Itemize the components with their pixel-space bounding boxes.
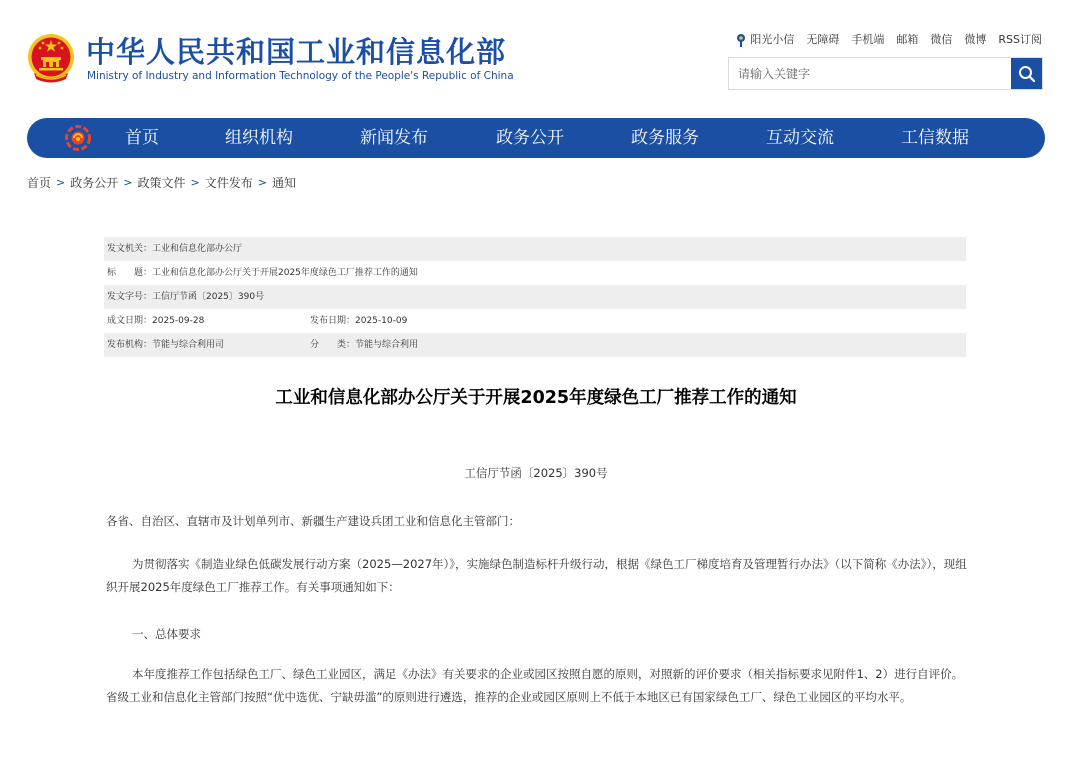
breadcrumb-separator: > xyxy=(190,176,200,189)
top-link-mobile[interactable]: 手机端 xyxy=(851,33,885,47)
article-addressee: 各省、自治区、直辖市及计划单列市、新疆生产建设兵团工业和信息化主管部门： xyxy=(106,514,520,528)
top-link-rss[interactable]: RSS订阅 xyxy=(998,33,1042,47)
site-header xyxy=(0,0,1080,115)
search-icon xyxy=(1018,65,1036,83)
top-links xyxy=(735,31,1042,48)
nav-item-organization[interactable]: 组织机构 xyxy=(225,128,293,148)
top-link-sunshine[interactable] xyxy=(735,31,794,48)
nav-item-news[interactable]: 新闻发布 xyxy=(360,128,428,148)
breadcrumb-doc-release[interactable]: 文件发布 xyxy=(204,176,253,190)
meta-published-date: 发布日期：2025-10-09 xyxy=(310,316,408,326)
nav-item-home[interactable]: 首页 xyxy=(125,128,159,148)
breadcrumb-notice[interactable]: 通知 xyxy=(271,176,296,190)
article-doc-number: 工信厅节函〔2025〕390号 xyxy=(464,466,608,480)
top-link-accessibility[interactable]: 无障碍 xyxy=(806,33,840,47)
nav-item-gov-affairs[interactable]: 政务公开 xyxy=(496,128,564,148)
article-title: 工业和信息化部办公厅关于开展2025年度绿色工厂推荐工作的通知 xyxy=(275,388,797,408)
top-link-label: 阳光小信 xyxy=(750,33,795,46)
breadcrumb-separator: > xyxy=(257,176,267,189)
breadcrumb-policy-docs[interactable]: 政策文件 xyxy=(137,176,186,190)
nav-item-data[interactable]: 工信数据 xyxy=(901,128,969,148)
meta-issuer: 发文机关：工业和信息化部办公厅 xyxy=(107,244,243,254)
meta-category: 分 类：节能与综合利用 xyxy=(310,340,419,350)
section-heading: 一、总体要求 xyxy=(132,627,201,641)
meta-row-doc-number xyxy=(104,285,966,309)
search-box xyxy=(728,57,1043,90)
search-button[interactable] xyxy=(1011,58,1042,89)
nav-item-interaction[interactable]: 互动交流 xyxy=(766,128,834,148)
breadcrumb xyxy=(27,174,296,191)
section-body-paragraph: 本年度推荐工作包括绿色工厂、绿色工业园区，满足《办法》有关要求的企业或园区按照自愿的原则，对照新的评价要求（相关指标要求见附件1、2）进行自评价。省级工业和信息化主管部门按照“优中选优、宁缺毋滥”的原则进行遴选，推荐的企业或园区原则上不低于本地区已有国家绿色工厂、绿色工业园区的平均水平。 xyxy=(106,667,964,704)
breadcrumb-home[interactable]: 首页 xyxy=(27,176,52,190)
site-title[interactable]: 中华人民共和国工业和信息化部 xyxy=(86,35,507,69)
top-link-wechat[interactable]: 微信 xyxy=(930,33,953,47)
meta-row-title xyxy=(104,261,966,285)
ministry-logo-icon xyxy=(65,125,91,151)
meta-publishing-org: 发布机构：节能与综合利用司 xyxy=(107,340,225,350)
article-intro-paragraph: 为贯彻落实《制造业绿色低碳发展行动方案（2025—2027年）》，实施绿色制造标杆升级行动，根据《绿色工厂梯度培育及管理暂行办法》（以下简称《办法》），现组织开展2025年度绿色工厂推荐工作。有关事项通知如下： xyxy=(106,557,967,594)
search-input[interactable] xyxy=(729,58,1012,89)
meta-doc-number: 发文字号：工信厅节函〔2025〕390号 xyxy=(107,292,265,302)
meta-row-dates xyxy=(104,309,966,333)
main-nav xyxy=(27,118,1045,158)
breadcrumb-gov-affairs[interactable]: 政务公开 xyxy=(70,176,119,190)
site-subtitle: Ministry of Industry and Information Technology of the People's Republic of China xyxy=(87,70,514,82)
meta-row-org xyxy=(104,333,966,357)
top-link-mail[interactable]: 邮箱 xyxy=(896,33,919,47)
national-emblem-icon xyxy=(26,33,76,85)
breadcrumb-separator: > xyxy=(56,176,66,189)
top-link-weibo[interactable]: 微博 xyxy=(964,33,987,47)
meta-row-issuer xyxy=(104,237,966,261)
nav-item-gov-services[interactable]: 政务服务 xyxy=(631,128,699,148)
meta-title: 标 题：工业和信息化部办公厅关于开展2025年度绿色工厂推荐工作的通知 xyxy=(107,268,418,278)
document-meta-table xyxy=(104,237,966,357)
sunshine-mascot-icon xyxy=(735,33,747,48)
meta-created-date: 成文日期：2025-09-28 xyxy=(107,316,205,326)
breadcrumb-separator: > xyxy=(123,176,133,189)
